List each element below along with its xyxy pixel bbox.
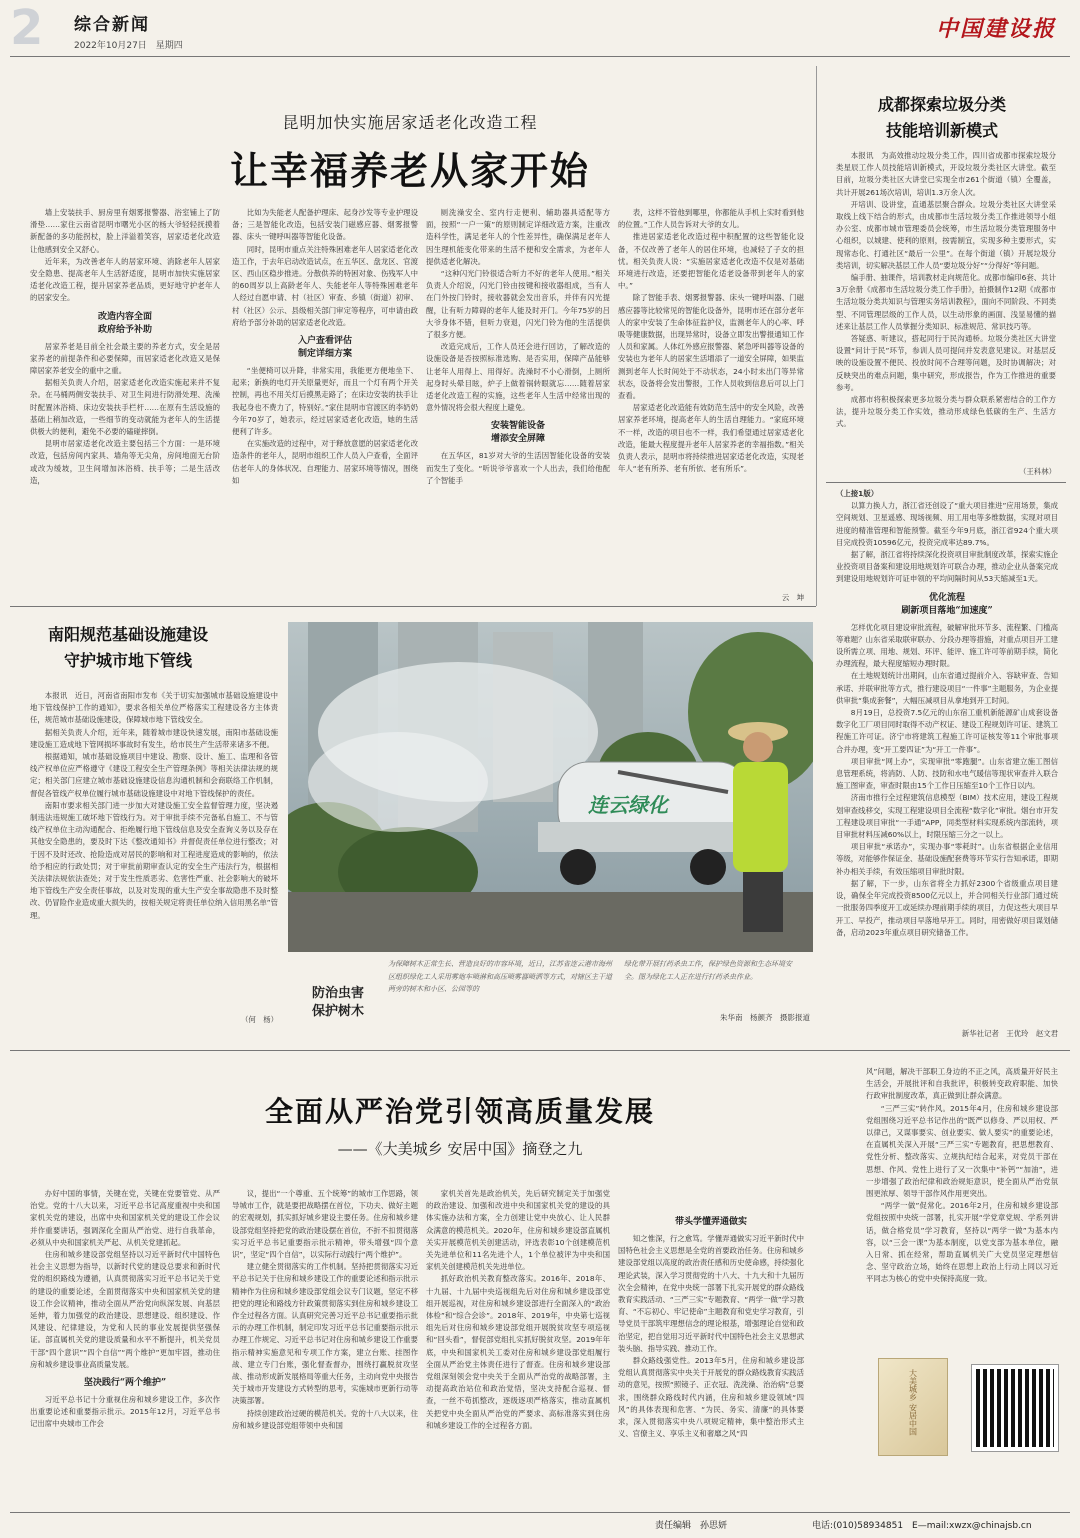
subheading: 改造内容全面 政府给予补助: [97, 311, 152, 335]
paragraph: 知之惟深，行之愈笃。学懂弄通做实习近平新时代中国特色社会主义思想是全党的首要政治任务。住房和城乡建设部党组以高度的政治责任感和历史使命感，持续强化理论武装，深入学习贯彻党的十八大、十九大和十九届历次全会精神，在党中央统一部署下扎实开展党的群众路线教育实践活动、“三严三实”专题教育、“两学一做”学习教育、“不忘初心、牢记使命”主题教育和党史学习教育，引导党员干部筑牢理想信念的理论根基，增强理论自觉和政治坚定，把自觉用习近平新时代中国特色社会主义思想武装头脑、指导实践、推动工作。: [618, 1234, 804, 1353]
paragraph: 办好中国的事情，关键在党，关键在党要管党、从严治党。党的十八大以来，习近平总书记高度重视中央和国家机关党的建设，出席中央和国家机关党的建设工作会议并作重要讲话，强调深化全面从严治党、进行自我革命，必须从中央和国家机关严起、从机关党建抓起。: [30, 1189, 220, 1247]
party-col-3: [426, 1188, 610, 1488]
nanyang-headline: 南阳规范基础设施建设 守护城市地下管线: [47, 625, 208, 670]
paragraph: 编手册、抽课件，培训教材走向规范化。成都市编印6套、共计3万余册《成都市生活垃圾分类工作手册》，拍摄制作12期《成都市生活垃圾分类共知识与管理实务培训教程》，面向不同阶段、不同类型、不同管理层级的工作人员，以生动形象的画面、浅显易懂的描述来让基层工作人员掌握分类知识、标准规范、常识技巧等。: [836, 273, 1056, 331]
paragraph: 据相关负责人介绍，居家适老化改造实施起来并不复杂。在马桶两侧安装扶手、对卫生间进行防滑处理、洗澡时配置沐浴椅、床边安装扶手栏杆……在原有生活设施的基础上稍加改造，一些细节的变动就能为老年人的生活提供极大的便利，避免不必要的磕碰摔倒。: [30, 378, 220, 437]
subheading: 优化流程 刷新项目落地“加速度”: [901, 592, 993, 616]
paragraph: 据了解，下一步，山东省将全力抓好2300个省级重点项目建设，确保全年完成投资8500亿元以上，并合同相关行业部门通过统一批服务四季度开工或延续办理前期手续的项目，力促这些大项目早开工、早投产，推动项目早落地早开工。同时，用密做好项目谋划储备，启动2023年重点项目研究储备工作。: [836, 878, 1058, 937]
qr-code-image[interactable]: [972, 1365, 1058, 1451]
section-rule: [10, 1050, 1070, 1051]
paragraph: 以算力换人力，浙江省还创设了“重大项目推进”应用场景，集成空间规划、卫星遥感、现场视频、用工用电等多维数据，实现对项目进度的精准管理和智能预警。截至今年9月底，浙江省924个重大项目完成投资10596亿元，投资完成率达89.7%。: [836, 501, 1058, 547]
party-col-4: [618, 1216, 804, 1488]
paragraph: 在实施改造的过程中，对于释放意愿的居家适老化改造条件的老年人，昆明市组织工作人员入户查看，全面评估老年人的身体状况、自理能力、居家环境等情况，围绕如: [232, 439, 418, 485]
paragraph: 居家养老是目前全社会最主要的养老方式，安全是居家养老的前提条件和必要保障，而居家适老化改造又是保障居家养老安全的重中之重。: [30, 341, 220, 376]
photo-caption: 绿化带开展打药杀虫工作，保护绿色资源和生态环境安全。图为绿化工人正在进行打药杀虫作业。: [624, 960, 792, 981]
book-cover-image: 大美城乡 安居中国: [878, 1358, 948, 1456]
news-photo: [288, 622, 813, 952]
kunming-byline: 云 坤: [781, 593, 804, 602]
paragraph: 项目审批“承诺办”，实现办事“零耗时”。山东省根据企业信用等级，对能够作保证金、基础设施配套费等环节实行告知承诺，即期补办相关手续，有效压缩项目审批时限。: [836, 842, 1058, 876]
paragraph: 根据通知，城市基础设施项目中建设、勘察、设计、施工、监理和各管线产权单位应严格遵守《建设工程安全生产管理条例》等相关法律法规的规定；相关部门应建立城市基础设施建设信息沟通机制和会商联络工作机制，督促各管线产权单位履行城市基础设施建设中对地下管线保护的责任。: [30, 752, 278, 798]
paragraph: 厕洗澡安全、室内行走便利、辅助器具适配等方面，按照“一户一策”的原则制定详细改造方案，注重改造科学性，满足老年人的个性差异性，确保满足老年人因生理机能变化带来的生活不便和安全需求，为老年人提供适老化解决。: [426, 208, 610, 266]
photo-illustration: [288, 622, 813, 952]
section-name: 综合新闻: [74, 15, 150, 35]
paragraph: 家机关首先是政治机关，先后研究制定关于加强党的政治建设、加强和改进中央和国家机关党的建设的具体实施办法和方案，全力创建让党中央放心、让人民群众满意的模范机关。2020年，住房和城乡建设部直属机关实开展模范机关创建活动，评选表彰10个创建模范机关先进单位和11名先进个人，1个单位被评为中央和国家机关创建模范机关先进单位。: [426, 1189, 610, 1272]
header-rule: [10, 56, 1070, 57]
paragraph: 议，提出“一个尊重、五个统筹”的城市工作思路，领导城市工作，就是要把战略摆在首位，下功夫、做好主题的宏观规划，抓实抓好城乡建设主要任务。住房和城乡建设部党组坚持把党的政治建设摆在首位，不折不扣贯彻落实习近平总书记重要指示批示精神，带头增强“四个意识”，坚定“四个自信”，以实际行动践行“两个维护”。: [232, 1189, 418, 1260]
party-col-2: [232, 1188, 418, 1488]
paragraph: 昆明市居家适老化改造主要包括三个方面：一是环境改造，包括房间内家具、墙角等无尖角，房间地面无台阶或改为缓坡，卫生间增加沐浴椅、扶手等；二是生活改造，: [30, 439, 220, 485]
paragraph: 表，这样不管他到哪里，你都能从手机上实时看到他的位置。”工作人员告诉对大爷的女儿。: [618, 208, 804, 230]
paragraph: 在土地规划统计出期间，山东省通过提前介入、容缺审查、告知承诺、并联审批等方式，推行建设项目“一件事”主题服务，为企业提供审批“集成套餐”，大幅压减项目从拿地到开工时间。: [836, 671, 1058, 705]
kunming-col-2: [232, 207, 418, 607]
continued-label: （上接1版）: [836, 489, 879, 498]
continued-body: [836, 488, 1058, 1028]
paragraph: 本报讯 为高效推动垃圾分类工作，四川省成都市探索垃圾分类星辰工作人员技能培训新模式，开设垃圾分类社区大讲堂。截至目前，垃圾分类社区大讲堂已实现全市261个街道（镇）全覆盖，共计开展261场次培训，培训1.3万余人次。: [836, 151, 1056, 197]
paragraph: 风”问题，解决干部职工身边的不正之风，高质量开好民主生活会，开展批评和自我批评，积极转变政府职能、加快行政审批制度改革，真正做到让群众满意。: [866, 1067, 1058, 1101]
kunming-col-4: [618, 207, 804, 591]
paragraph: 开培训、设讲堂，直通基层聚合群众。垃圾分类社区大讲堂采取线上线下结合的形式，由成都市生活垃圾分类工作推进领导小组办公室、成都市城市管理委员会统筹，市生活垃圾分类管理服务中心组织，以城建、使利的原则，按需制宜，实现多种主要形式，实现常态化、打通社区“最后一公里”。在每个街道（镇）开展垃圾分类培训，切实解决基层工作人员“要垃圾分好”“分得好”等问题。: [836, 199, 1056, 270]
party-col-5: [866, 1066, 1058, 1354]
paragraph: 怎样优化项目建设审批流程，破解审批环节多、流程繁、门槛高等难题？山东省采取联审联办、分段办理等措施，对重点项目开工建设所需立项、用地、规划、环评、能评、施工许可等前期手续，简化办理流程，最大程度缩短办理时限。: [836, 622, 1058, 669]
kunming-col-3: [426, 207, 610, 607]
party-col-1: [30, 1188, 220, 1488]
paragraph: 住房和城乡建设部党组坚持以习近平新时代中国特色社会主义思想为指导，以新时代党的建设总要求和新时代党的组织路线为遵循，认真贯彻落实习近平总书记关于党的建设的重要论述，全面贯彻落实中央和国家机关党的建设工作会议精神，推动全面从严治党向纵深发展、向基层延伸，着力加强党的政治建设、思想建设、组织建设、作风建设、纪律建设，为党和人民的事业发展提供坚强保证。部直属机关党的建设质量和水平不断提升，机关党员干部“四个意识”“四个自信”“两个维护”更加牢固，推动住房和城乡建设事业高质量发展。: [30, 1250, 220, 1369]
subheading: 入户查看评估 制定详细方案: [297, 336, 352, 360]
paragraph: 8月19日，总投资7.5亿元的山东宿工重机新能源矿山成套设备数字化工厂项目同时取得不动产权证、建设工程规划许可证、建筑工程施工许可证。济宁市将建筑工程施工许可证核发等11个审批事项合并办理，变“开工要四证”为“开工一件事”。: [836, 708, 1058, 754]
kunming-col-1: [30, 207, 220, 607]
subheading: 带头学懂弄通做实: [674, 1217, 747, 1227]
paragraph: 改造完成后，工作人员还会进行回访，了解改造的设施设备是否按照标准选购、是否实用，保障产品能够让老年人用得上、用得好。洗澡时不小心滑倒，上厕所起身时头晕目眩，炉子上做着锅转眼就忘……随着居家适老化改造工程的实施，这些老年人生活中经常出现的意外情况将会很大程度上避免。: [426, 342, 610, 413]
photo-credit: 朱华南 杨颜齐 摄影报道: [720, 1013, 810, 1022]
paragraph: 据了解，浙江省将持续深化投资项目审批制度改革，探索实施企业投资项目备案和建设用地规划许可联合办理，推动企业从备案完成到建设用地规划许可证申领的平均间隔时间从53天缩减至1天。: [836, 550, 1058, 584]
paragraph: 据相关负责人介绍，近年来，随着城市建设快速发展，南阳市基础设施建设施工造成地下管网损坏事故时有发生，给市民生产生活带来诸多不便。: [30, 727, 278, 749]
footer-editor: 责任编辑 孙思妍: [655, 1521, 728, 1531]
party-subtitle: ——《大美城乡 安居中国》摘登之九: [337, 1140, 583, 1158]
nanyang-body: [30, 690, 278, 1014]
paragraph: “这种闪光门铃很适合听力不好的老年人使用。”相关负责人介绍说，闪光门铃由按键和接收器组成，当有人在门外按门铃时，接收器就会发出音乐，并伴有闪光提醒，让有听力障碍的老年人能及时开门。今年75岁的吕大爷身体不错，但听力衰退，闪光门铃为他的生活提供了很多方便。: [426, 269, 610, 340]
paragraph: 项目审批“网上办”，实现审批“零跑腿”。山东省建立施工图信息管理系统，将消防、人防、技防和水电气暖信等现状审查并入联合施工图审查，审查时限由15个工作日压缩至10个工作日以内。: [836, 756, 1058, 791]
paragraph: 在五华区，81岁对大爷的生活因智能化设备的安装而发生了变化。“听说爷爷喜欢一个人出去，我们给他配了个智能手: [426, 451, 610, 485]
paragraph: “三严三实”转作风。2015年4月，住房和城乡建设部党组围绕习近平总书记作出的“既严以修身、严以用权、严以律己，又谋事要实、创业要实、做人要实”的重要论述，在直属机关深入开展“三严三实”专题教育，把思想教育、党性分析、整改落实、立规执纪结合起来，对党员干部在思想、作风、党性上进行了又一次集中“补钙”“加油”，进一步增强了政治纪律和政治规矩意识，使全面从严治党氛围更浓厚、领导干部作风作用更突出。: [866, 1103, 1058, 1199]
paragraph: 群众路线强党性。2013年5月，住房和城乡建设部党组认真贯彻落实中央关于开展党的群众路线教育实践活动的意见，按照“照镜子、正衣冠、洗洗澡、治治病”总要求，围绕群众路线时代内涵，住房和城乡建设领域“四风”的具体表现和危害、“为民、务实、清廉”的具体要求，深入贯彻落实中央八项规定精神，集中整治形式主义、官僚主义、享乐主义和奢靡之风“四: [618, 1356, 804, 1439]
paragraph: 答疑惑、听建议，搭起同行于民沟通桥。垃圾分类社区大讲堂设置“问计于民”环节，参训人员可提问并发表意见建议。对基层反映的设施设置不便民、投放时间不合理等问题，及时协调解决；对反映突出的难点问题，集中研究，形成报告，作为工作推进的重要参考。: [836, 334, 1056, 392]
issue-date: 2022年10月27日 星期四: [74, 41, 183, 51]
svg-text:连云绿化: 连云绿化: [588, 793, 668, 817]
footer-rule: [10, 1512, 1070, 1513]
paragraph: 习近平总书记十分重视住房和城乡建设工作，多次作出重要论述和重要指示批示。2015年12月，习近平总书记出席中央城市工作会: [30, 1395, 220, 1429]
paragraph: 同时，昆明市重点关注特殊困难老年人居家适老化改造工作，于去年启动改造试点，在五华区、盘龙区、官渡区、西山区稳步推进。分散供养的特困对象、伤残军人中的60周岁以上高龄老年人、失能老年人等特殊困难老年人经过自愿申请、村（社区）审查、乡镇（街道）初审、村（社区）公示、县级相关部门审定等程序，可申请由政府给予部分补助的居家适老化改造。: [232, 244, 418, 327]
chengdu-body: [836, 150, 1056, 478]
paragraph: 持续创建政治过硬的模范机关。党的十八大以来，住房和城乡建设部党组带领中央和国: [232, 1408, 418, 1430]
paragraph: 本报讯 近日，河南省南阳市发布《关于切实加强城市基础设施建设中地下管线保护工作的通知》，要求各相关单位严格落实工程建设各方主体责任，规范城市基础设施建设，保障城市地下管线安全。: [30, 691, 278, 725]
chengdu-headline: 成都探索垃圾分类 技能培训新模式: [877, 95, 1006, 140]
paragraph: “坐便椅可以升降，非常实用，我能更方便地坐下、起来；新换的电灯开关原量更好，而且一个灯有两个开关控制，再也不用关灯后摸黑走路了；在床边安装的扶手让我起身也不费力了，特别好。”家住昆明市官渡区的李奶奶今年70岁了，她表示，经过居家适老化改造，她的生活便利了许多。: [232, 366, 418, 437]
continued-byline: 新华社记者 王优玲 赵文君: [961, 1029, 1058, 1038]
page-number: 2: [10, 0, 44, 56]
paragraph: 比如为失能老人配备护理床、起身沙发等专业护理设备；三是智能化改造，包括安装门磁感应器、烟雾报警器、床头一键呼叫器等智能化设备。: [232, 208, 418, 242]
paragraph: 推进居家适老化改造过程中积配置的这些智能化设备，不仅改善了老年人的居住环境，也减轻了子女的担忧。相关负责人说：“实施居家适老化改造不仅是对基础环境进行改造，还要把智能化适老设备带到老年人的家中。”: [618, 232, 804, 291]
section-rule: [826, 482, 1066, 483]
photo-title: 防治虫害 保护树木: [311, 986, 364, 1019]
paragraph: “两学一做”促常化。2016年2月，住房和城乡建设部党组按照中央统一部署，扎实开展“学党章党规、学系列讲话，做合格党员”学习教育，坚持以“两学一做”为基本内容，以“三会一课”为基本制度，以党支部为基本单位，融入日常、抓在经常，帮助直属机关广大党员坚定理想信念、坚守政治立场，始终在思想上政治上行动上同以习近平同志为核心的党中央保持高度一致。: [866, 1201, 1058, 1284]
column-divider: [816, 66, 817, 606]
footer-contact: 电话:(010)58934851 E—mail:xwzx@chinajsb.cn: [812, 1521, 1032, 1531]
section-rule: [10, 606, 816, 607]
chengdu-byline: （王科林）: [1019, 467, 1056, 476]
kunming-kicker: 昆明加快实施居家适老化改造工程: [282, 113, 538, 132]
party-headline: 全面从严治党引领高质量发展: [264, 1095, 655, 1128]
subheading: 坚决践行“两个维护”: [83, 1378, 167, 1389]
nanyang-byline: （何 杨）: [241, 1015, 278, 1024]
paragraph: 抓好政治机关教育整改落实。2016年、2018年、十九届、十九届中央巡视组先后对住房和城乡建设部党组开展巡视，对住房和城乡建设部进行全面深入的“政治体检”和“综合会诊”。2018年、2019年，中央第七巡视组先后对住房和城乡建设部党组开展脱贫攻坚专项巡视和“回头看”，督促部党组扎实抓好脱贫攻坚。2019年年底，中央和国家机关工委对住房和城乡建设部党组履行全面从严治党主体责任进行了督查。住房和城乡建设部党组深刻领会党中央关于全面从严治党的战略部署，主动提高政治站位和政治觉悟，坚决支持配合巡视、督查，一丝不苟抓整改，逐级逐项严格落实，推动直属机关把党中央全面从严治党的严要求、高标准落实到住房和城乡建设工作的全过程各方面。: [426, 1274, 610, 1430]
paragraph: 除了智能手表、烟雾报警器、床头一键呼叫器、门磁感应器等比较常见的智能化设备外，昆明市还在部分老年人的家中安装了生命体征监护仪，监测老年人的心率、呼吸等健康数据，出现异常时，设备立即发出警报通知工作人员和家属。人体红外感应报警器、紧急呼叫器等设备的安装也为老年人的居家生活增添了一道安全屏障，如果监测到老年人长时间处于不动状态，24小时未出门等异常状态，设备将会发出警报，工作人员收到信息后可以上门查看。: [618, 293, 804, 401]
kunming-headline: 让幸福养老从家开始: [229, 148, 590, 193]
paragraph: 居家适老化改造能有效防范生活中的安全风险，改善居家养老环境，提高老年人的生活自理能力。“家庭环境不一样，改造的项目也不一样，我们希望通过居家适老化改造，能最大程度提升老年人居家养老的幸福指数。”相关负责人表示，昆明市将持续推进居家适老化改造，实现老年人“老有所养、老有所依、老有所乐”。: [618, 403, 804, 474]
paragraph: 济南市推行全过程建筑信息模型（BIM）技术应用，建设工程规划审查线移交，实现工程建设项目全流程“数字化”审批。烟台市开发工程建设项目审批“一手通”APP，同类型材料实现系统内部流转，项目审批材料压减60%以上，时限压缩三分之一以上。: [836, 793, 1058, 840]
paragraph: 建立健全贯彻落实的工作机制。坚持把贯彻落实习近平总书记关于住房和城乡建设工作的重要论述和指示批示精神作为住房和城乡建设部党组会议专门议题，坚定不移把党的理论和路线方针政策贯彻落实到住房和城乡建设工作全过程各方面。认真研究完善习近平总书记重要指示批示的办理工作机制，制定印发习近平总书记重要指示批示办理工作规定、习近平总书记对住房和城乡建设工作重要指示精神实施意见和专项工作方案，建立台账、挂图作战、建立专门台账，强化督查督办，围绕打赢脱贫攻坚战、推动形成新发展格局等重大任务，主动向党中央报告关于城市开发建设方式转型的思考，实施城市更新行动等决策部署。: [232, 1262, 418, 1406]
subheading: 安装智能设备 增添安全屏障: [490, 421, 545, 445]
photo-caption: 为保障树木正常生长、营造良好的市容环境，近日，江苏省连云港市海州区组织绿化工人采用雾炮车喷淋和高压喷雾器喷洒等方式，对辖区主干道两旁的树木和小区、公园等的: [388, 960, 612, 993]
masthead-logo: 中国建设报: [935, 16, 1056, 42]
paragraph: 南阳市要求相关部门进一步加大对建设施工安全监督管理力度，坚决遏制违法违规施工破坏地下管线行为。对于审批手续不完备私自施工、不与管线产权单位主动沟通配合、拒绝履行地下管线信息及安全查询义务以及存在其他安全隐患的，要及时下达《整改通知书》并督促责任单位进行整改；对于因不及时还改、抢险造成对居民的影响和对工程进度造成的影响的，依法给予相应的行政处罚；对于审批前期审查认定的安全生产违法行为，根据相关法律法规依法查处；对于发生性质恶劣、危害性严重、社会影响大的破坏地下管线生产安全责任事故，以及对发现的重大生产安全事故隐患不及时整改、仍冒险作业造成重大损失的，按相关规定将责任单位纳入信用黑名单”管理。: [30, 800, 278, 920]
paragraph: 近年来，为改善老年人的居家环境、消除老年人居家安全隐患、提高老年人生活舒适度，昆明市加快实施居家适老化改造工程，提升居家养老品质，更好地守护老年人的居家安全。: [30, 256, 220, 303]
paragraph: 墙上安装扶手、厨房里有烟雾报警器、浴室铺上了防滑垫……家住云南省昆明市曙光小区的杨大爷轻轻抚摸着新配备的多功能拐杖，脸上洋溢着笑容，居家适老化改造让他感到安全又舒心。: [30, 208, 220, 254]
paragraph: 成都市将积极探索更多垃圾分类与群众联系紧密结合的工作方法，提升垃圾分类工作实效，推动形成绿色低碳的生产、生活方式。: [836, 395, 1056, 429]
